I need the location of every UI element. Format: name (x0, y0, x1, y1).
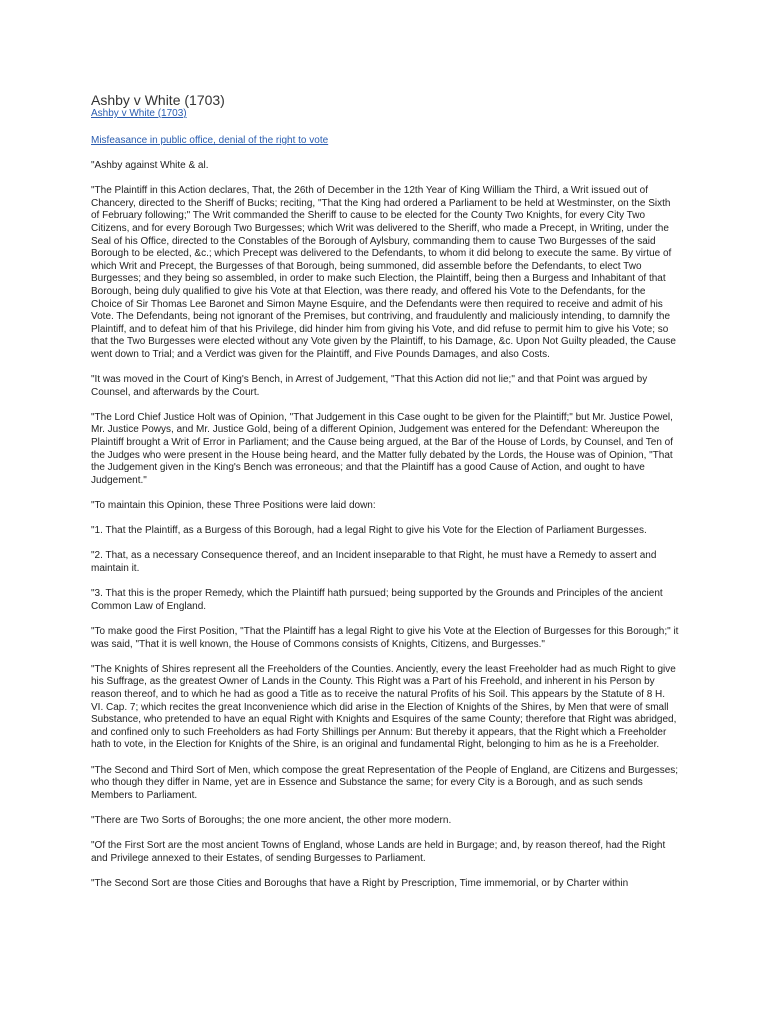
topic-link[interactable]: Misfeasance in public office, denial of the right to vote (91, 135, 329, 146)
source-link[interactable]: Ashby v White (1703) (91, 108, 187, 119)
document-title: Ashby v White (1703) (91, 92, 225, 108)
paragraph-10: "The Knights of Shires represent all the Freeholders of the Counties. Anciently, every the least Freeholder had as much Right to give his Suffrage, as the greatest Owner of Lands in the County. This Right was a Part of his Freehold, and inherent in his Person by reason thereof, and to which he had as good a Title as to receive the natural Profits of his Soil. This appears by the Statute of 8 H. VI. Cap. 7; which recites the great Inconvenience which did arise in the Election of Knights of the Shires, by Men that were of small Substance, who pretended to have an equal Right with Knights and Esquires of the same County; therefore that Right was abridged, and confined only to such Freeholders as had Forty Shillings per Annum: But thereby it appears, that the Right which a Freeholder hath to vote, in the Election for Knights of the Shire, is an original and fundamental Right, belonging to him as he is a Freeholder. (91, 663, 677, 751)
paragraph-12: "There are Two Sorts of Boroughs; the one more ancient, the other more modern. (91, 814, 452, 826)
paragraph-1: "Ashby against White & al. (91, 160, 209, 171)
paragraph-5: "To maintain this Opinion, these Three Positions were laid down: (91, 500, 376, 512)
paragraph-4: "The Lord Chief Justice Holt was of Opinion, "That Judgement in this Case ought to be given for the Plaintiff;" but Mr. Justice Powel, Mr. Justice Powys, and Mr. Justice Gold, being of a different Opinion, Judgement was entered for the Defendant: Whereupon the Plaintiff brought a Writ of Error in Parliament; and the Cause being argued, at the Bar of the House of Lords, by Counsel, and Ten of the Judges who were present in the House being heard, and the Matter fully debated by the Lords, the House was of Opinion, "That the Judgement given in the King's Bench was erroneous; and that the Plaintiff has a good Cause of Action, and ought to have Judgement." (91, 411, 674, 486)
paragraph-8: "3. That this is the proper Remedy, which the Plaintiff hath pursued; being supported by the Grounds and Principles of the ancient Common Law of England. (91, 588, 663, 612)
paragraph-14: "The Second Sort are those Cities and Boroughs that have a Right by Prescription, Time immemorial, or by Charter within (91, 877, 629, 889)
paragraph-13: "Of the First Sort are the most ancient Towns of England, whose Lands are held in Burgage; and, by reason thereof, had the Right and Privilege annexed to their Estates, of sending Burgesses to Parliament. (91, 840, 666, 864)
paragraph-7: "2. That, as a necessary Consequence thereof, and an Incident inseparable to that Right, he must have a Remedy to assert and maintain it. (91, 550, 657, 574)
document-body (91, 160, 679, 890)
document-content (91, 92, 679, 903)
paragraph-3: "It was moved in the Court of King's Bench, in Arrest of Judgement, "That this Action did not lie;" and that Point was argued by Counsel, and afterwards by the Court. (91, 374, 648, 398)
paragraph-2: "The Plaintiff in this Action declares, That, the 26th of December in the 12th Year of King William the Third, a Writ issued out of Chancery, directed to the Sheriff of Bucks; reciting, "That the King had ordered a Parliament to be held at Westminster, on the Sixth of February following;" The Writ commanded the Sheriff to cause to be elected for the County Two Knights, for every City Two Citizens, and for every Borough Two Burgesses; which Writ was delivered to the Sheriff, who made a Precept, in Writing, under the Seal of his Office, directed to the Constables of the Borough of Aylsbury, commanding them to cause Two Burgesses of the said Borough to be elected, &c.; which Precept was delivered to the Defendants, to whom it did belong to execute the same. By virtue of which Writ and Precept, the Burgesses of that Borough, being summoned, did assemble before the Defendants, to elect Two Burgesses; and they being so assembled, in order to make such Election, the Plaintiff, being then a Burgess and Inhabitant of that Borough, being duly qualified to give his Vote at that Election, was there ready, and offered his Vote to the Defendants, for the Choice of Sir Thomas Lee Baronet and Simon Mayne Esquire, and the Defendants were then required to receive and admit of his Vote. The Defendants, being not ignorant of the Premises, but contriving, and fraudulently and maliciously intending, to damnify the Plaintiff, and to defeat him of that his Privilege, did hinder him from giving his Vote, and did refuse to permit him to give his Vote; so that the Two Burgesses were elected without any Vote given by the Plaintiff, to his Damage, &c. Upon Not Guilty pleaded, the Cause went down to Trial; and a Verdict was given for the Plaintiff, and Five Pounds Damages, and also Costs. (91, 185, 676, 360)
paragraph-9: "To make good the First Position, "That the Plaintiff has a legal Right to give his Vote at the Election of Burgesses for this Borough;" it was said, "That it is well known, the House of Commons consists of Knights, Citizens, and Burgesses." (91, 625, 679, 650)
paragraph-11: "The Second and Third Sort of Men, which compose the great Representation of the People of England, are Citizens and Burgesses; who though they differ in Name, yet are in Essence and Substance the same; for every City is a Borough, and as such sends Members to Parliament. (91, 764, 679, 801)
paragraph-6: "1. That the Plaintiff, as a Burgess of this Borough, had a legal Right to give his Vote for the Election of Parliament Burgesses. (91, 525, 647, 537)
